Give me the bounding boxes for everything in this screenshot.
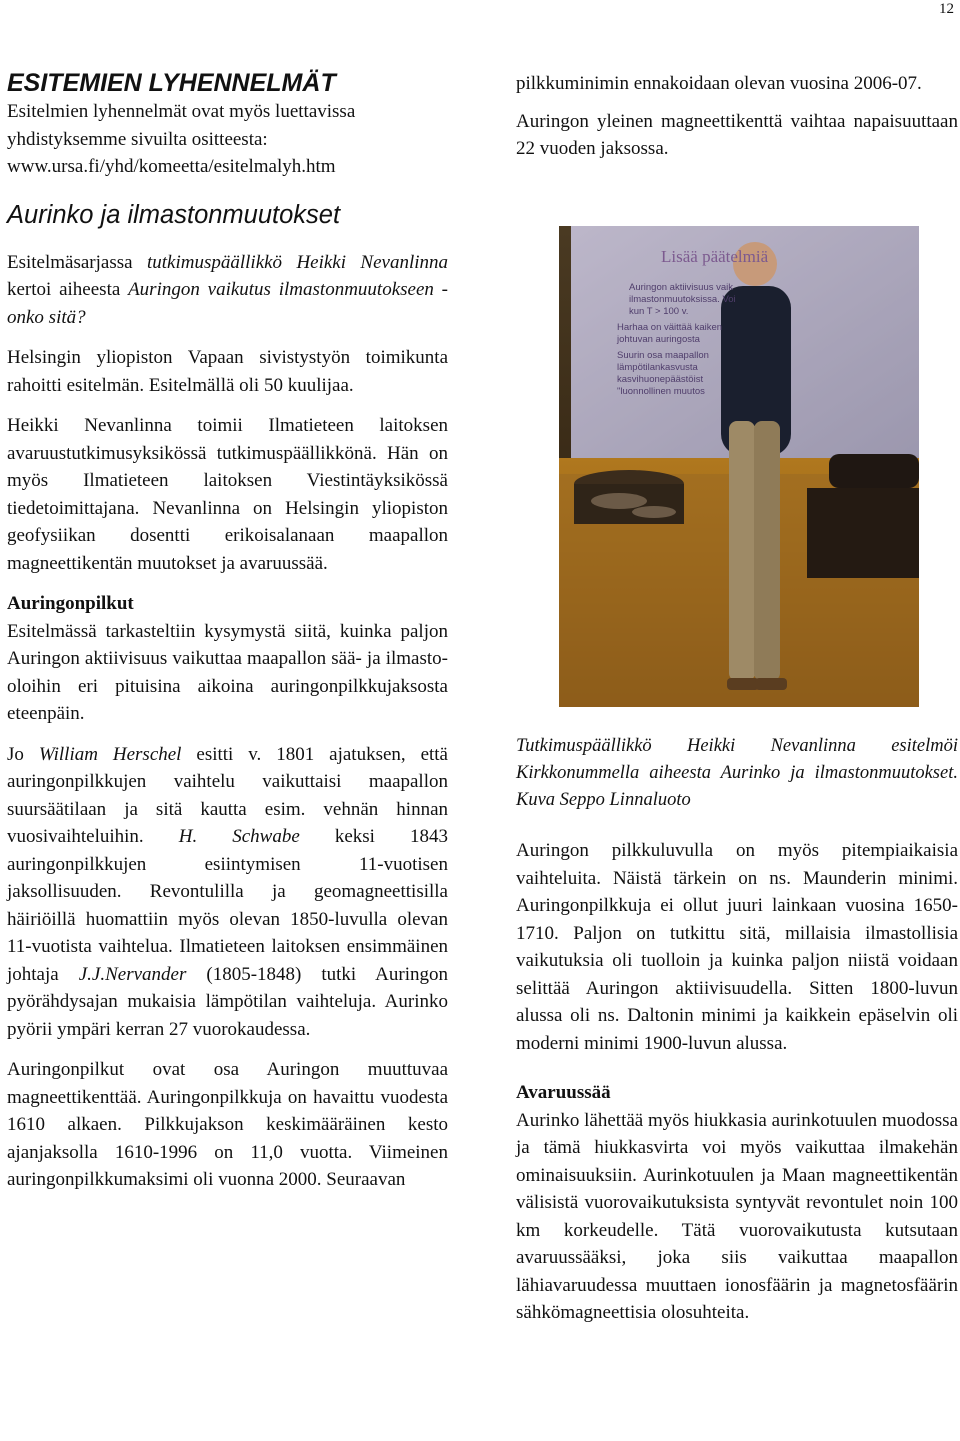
subheading-sunspots: Auringonpilkut [7,593,134,614]
right-column-top [516,70,958,163]
paragraph-sunspot-cycle: Auringonpilkut ovat osa Auringon muuttuvaa magneettikenttää. Auringonpilkkuja on havaittu vuodesta 1610 alkaen. Pilkkujakson keskimääräinen kesto ajanjaksolla 1610-1996 on 11,0 vuotta. Viimeinen auringonpilkkumaksimi oli vuonna 2000. Seuraavan [7,1059,448,1190]
intro-url-link[interactable]: www.ursa.fi/yhd/komeetta/esitelmalyh.htm [7,156,336,177]
text-run: keksi 1843 auringonpilkkujen esiintymisen 11-vuotisen jaksollisuuden. Revontulilla ja geomagneettisilla häiriöillä huomattiin myös olevan 1850-luvulla olevan 11-vuotista vaihtelua. Ilmatieteen laitoksen ensimmäinen johtaja [7,826,448,985]
slide-line: lämpötilankasvusta [617,362,698,373]
paragraph-sunspots-question: Esitelmässä tarkasteltiin kysymystä siitä, kuinka paljon Auringon aktiivisuus vaikuttaa maapallon sää- ja ilmasto-oloihin eri pituisina aikoina auringonpilkkujaksosta eteenpäin. [7,620,448,724]
slide-line: johtuvan auringosta [617,334,700,345]
section-title: ESITEMIEN LYHENNELMÄT [7,69,336,97]
slide-line: Auringon aktiivisuus vaik [629,282,734,293]
name-herschel: William Herschel [38,743,182,765]
slide-title: Lisää päätelmiä [661,247,769,266]
paragraph-history [7,741,448,1044]
paragraph-polarity: Auringon yleinen magneettikenttä vaihtaa napaisuuttaan 22 vuoden jaksossa. [516,110,958,159]
slide-line: Suurin osa maapallon [617,350,709,361]
paragraph-intro [7,249,448,332]
paragraph-minimum-forecast: pilkkuminimin ennakoidaan olevan vuosina 2006-07. [516,73,922,94]
name-schwabe: H. Schwabe [178,826,300,847]
intro-line-2: yhdistyksemme sivuilta ositteesta: [7,128,268,150]
slide-line: Harhaa on väittää kaiken [617,322,723,333]
slide-line: ilmastonmuutoksissa. Voi [629,294,736,305]
text-run: Jo [7,743,39,765]
text-run: Esitelmäsarjassa [7,251,147,273]
slide-line: kasvihuonepäästöist [617,374,704,385]
lecture-photo-illustration [559,226,919,707]
text-run: kertoi aiheesta [7,279,129,300]
right-column-bottom [516,837,958,1327]
slide-line: kun T > 100 v. [629,306,689,317]
name-nervander: J.J.Nervander [78,963,187,985]
page-number: 12 [939,1,954,17]
text-run: (1805-1848) tutki Auringon pyörähdysajan mukaisia lämpötilan vaihteluja. Aurinko pyörii ympäri kerran 27 vuorokaudessa. [7,963,448,1040]
subheading-space-weather: Avaruussää [516,1082,611,1103]
paragraph-funding: Helsingin yliopiston Vapaan sivistystyön toimikunta rahoitti esitelmän. Esitelmällä oli 50 kuulijaa. [7,347,448,396]
article-title: Aurinko ja ilmastonmuutokset [7,200,341,229]
slide-line: "luonnollinen muutos [617,386,705,397]
paragraph-speaker-bio: Heikki Nevanlinna toimii Ilmatieteen laitoksen avaruustutkimusyksikössä tutkimuspäällikkönä. Hän on myös Ilmatieteen laitoksen Viestintäyksikössä tiedetoimittajana. Nevanlinna on Helsingin yliopiston geofysiikan dosentti erikoisalanaan maapallon magneettikentän muutokset ja avaruussää. [7,415,448,574]
photo-caption: Tutkimuspäällikkö Heikki Nevanlinna esitelmöi Kirkkonummella aiheesta Aurinko ja ilmastonmuutokset. Kuva Seppo Linnaluoto [516,736,958,810]
lecture-topic: Auringon vaikutus ilmastonmuutokseen - onko sitä? [7,279,448,328]
left-column [7,68,448,1194]
lecture-photo [559,226,919,707]
paragraph-maunder: Auringon pilkkuluvulla on myös pitempiaikaisia vaihteluita. Näistä tärkein on ns. Maunderin minimi. Auringonpilkkuja ei ollut juuri lainkaan vuosina 1650-1710. Paljon on tutkittu sitä, millaisia ilmastollisia vaikutuksia oli tuolloin ja kuinka paljon niistä voidaan selittää Auringon aktiivisuudella. Sitten 1800-luvun alussa oli ns. Daltonin minimi ja kaikkein epäselvin oli moderni minimi 1900-luvun alussa. [516,840,958,1054]
intro-line-1: Esitelmien lyhennelmät ovat myös luettavissa [7,101,356,122]
speaker-role: tutkimuspäällikkö Heikki Nevanlinna [146,251,449,273]
paragraph-space-weather: Aurinko lähettää myös hiukkasia aurinkotuulen muodossa ja tämä hiukkasvirta voi myös vaikuttaa ilmakehän ominaisuuksiin. Aurinkotuulen ja Maan magneettikentän välisistä vuorovaikutuksista syntyvät revontulet noin 100 km korkeudelle. Tätä vuorovaikutusta kutsutaan avaruussääksi, joka siis vaikuttaa maapallon lähiavaruudessa muuttaen ionosfäärin ja magnetosfäärin sähkömagneettisia olosuhteita. [516,1109,958,1323]
text-run: esitti v. 1801 ajatuksen, että auringonpilkkujen vaihtelu vaikuttaisi maapallon suursäätilaan ja sitä kautta esim. vehnän hinnan vuosivaihteluihin. [7,743,448,847]
